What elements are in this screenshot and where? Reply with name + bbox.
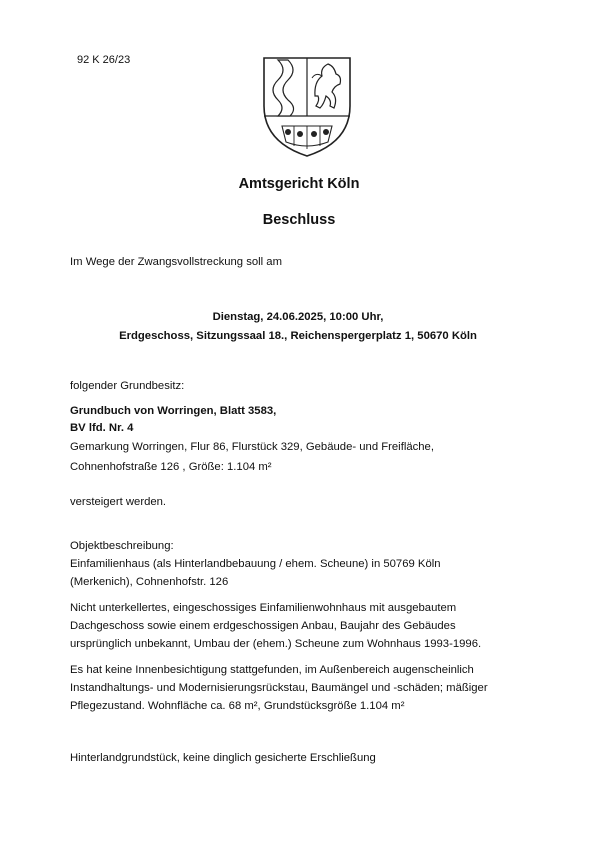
object-para-1-line-1: Nicht unterkellertes, eingeschossiges Einfamilienwohnhaus mit ausgebautem [70,602,457,614]
document-title: Beschluss [262,212,336,228]
property-address: Cohnenhofstraße 126 , Größe: 1.104 m² [70,461,272,473]
object-line-1: Einfamilienhaus (als Hinterlandbebauung / ehem. Scheune) in 50769 Köln [70,558,441,570]
appointment-location: Erdgeschoss, Sitzungssaal 18., Reichenspergerplatz 1, 50670 Köln [119,330,477,342]
access-note: Hinterlandgrundstück, keine dinglich gesicherte Erschließung [70,752,376,764]
intro-text: Im Wege der Zwangsvollstreckung soll am [70,256,283,268]
bv-number: BV lfd. Nr. 4 [70,422,134,434]
object-para-2-line-3: Pflegezustand. Wohnfläche ca. 68 m², Grundstücksgröße 1.104 m² [70,700,405,712]
object-para-2-line-1: Es hat keine Innenbesichtigung stattgefunden, im Außenbereich augenscheinlich [70,664,474,676]
parcel-description: Gemarkung Worringen, Flur 86, Flurstück 329, Gebäude- und Freifläche, [70,441,434,453]
object-line-2: (Merkenich), Cohnenhofstr. 126 [70,576,229,588]
property-lead: folgender Grundbesitz: [70,380,185,392]
coat-of-arms-logo [258,46,356,158]
appointment-date: Dienstag, 24.06.2025, 10:00 Uhr, [212,311,384,323]
object-heading: Objektbeschreibung: [70,540,174,552]
object-para-2-line-2: Instandhaltungs- und Modernisierungsrückstau, Baumängel und -schäden; mäßiger [70,682,488,694]
land-register: Grundbuch von Worringen, Blatt 3583, [70,405,277,417]
auction-clause: versteigert werden. [70,496,167,508]
case-number: 92 K 26/23 [77,54,131,66]
court-name: Amtsgericht Köln [238,176,360,192]
object-para-1-line-3: ursprünglich unbekannt, Umbau der (ehem.) Scheune zum Wohnhaus 1993-1996. [70,638,482,650]
object-para-1-line-2: Dachgeschoss sowie einem erdgeschossigen Anbau, Baujahr des Gebäudes [70,620,456,632]
